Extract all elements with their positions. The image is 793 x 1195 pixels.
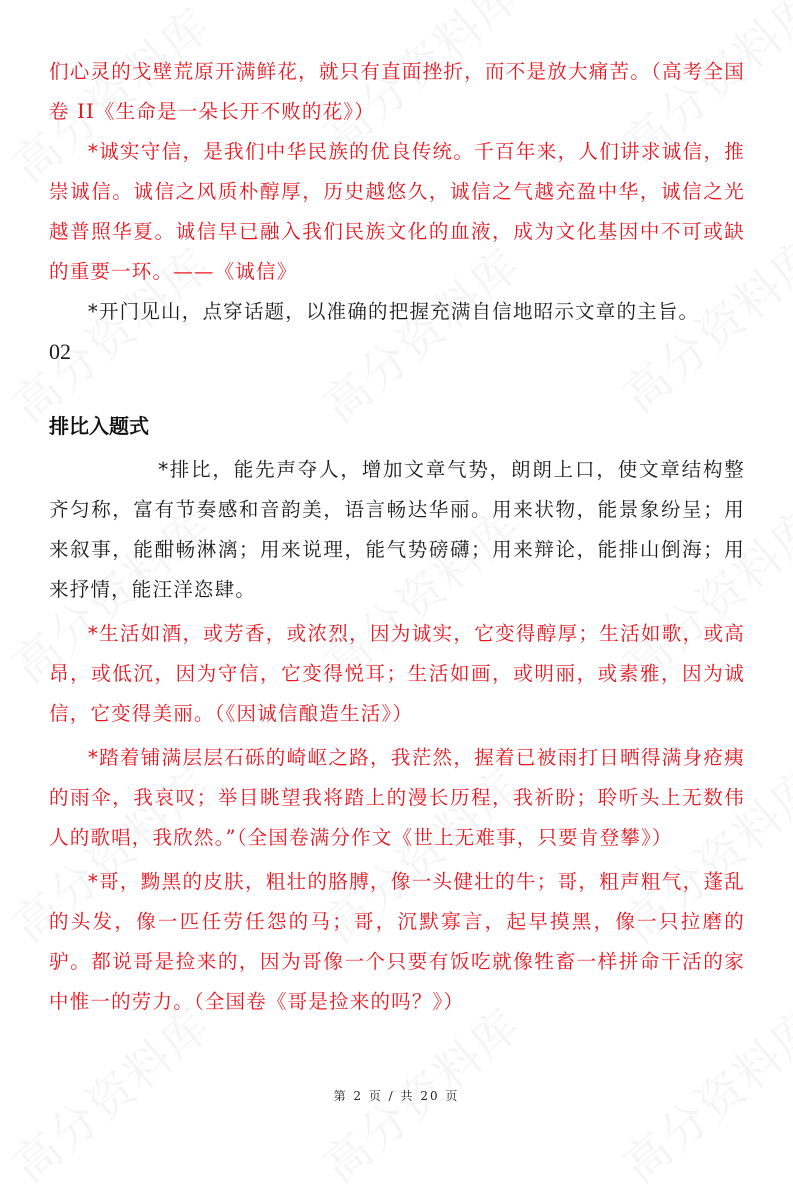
section-number: 02 <box>49 339 71 364</box>
section-body <box>49 450 745 1022</box>
tip-paragraph-direct-opening: *开门见山，点穿话题，以准确的把握充满自信地昭示文章的主旨。 <box>88 300 700 323</box>
quote-paragraph-life-flower: 们心灵的戈壁荒原开满鲜花，就只有直面挫折，而不是放大痛苦。（高考全国卷 II《生命是一朵长开不败的花》） <box>49 60 745 123</box>
tip-paragraph-parallelism: *排比，能先声夺人，增加文章气势，朗朗上口，使文章结构整齐匀称，富有节奏感和音韵美，语言畅达华丽。用来状物，能景象纷呈；用来叙事，能酣畅淋漓；用来说理，能气势磅礴；用来辩论，能排山倒海；用来抒情，能汪洋恣肆。 <box>49 458 745 601</box>
example-paragraph-brother: *哥，黝黑的皮肤，粗壮的胳膊，像一头健壮的牛；哥，粗声粗气，蓬乱的头发，像一匹任劳任怨的马；哥，沉默寡言，起早摸黑，像一只拉磨的驴。都说哥是捡来的，因为哥像一个只要有饭吃就像牲畜一样拼命干活的家中惟一的劳力。（全国卷《哥是捡来的吗？》） <box>49 870 745 1013</box>
quote-paragraph-integrity: *诚实守信，是我们中华民族的优良传统。千百年来，人们讲求诚信，推崇诚信。诚信之风质朴醇厚，历史越悠久，诚信之气越充盈中华，诚信之光越普照华夏。诚信早已融入我们民族文化的血液，成为文化基因中不可或缺的重要一环。——《诚信》 <box>49 140 745 283</box>
document-page <box>49 52 745 1013</box>
page-footer: 第 2 页 / 共 20 页 <box>333 1089 460 1103</box>
example-paragraph-rugged-road: *踏着铺满层层石砾的崎岖之路，我茫然，握着已被雨打日晒得满身疮痍的雨伞，我哀叹；举目眺望我将踏上的漫长历程，我祈盼；聆听头上无数伟人的歌唱，我欣然。”（全国卷满分作文《世上无难事，只要肯登攀》） <box>49 746 745 849</box>
example-paragraph-life-wine: *生活如酒，或芳香，或浓烈，因为诚实，它变得醇厚；生活如歌，或高昂，或低沉，因为守信，它变得悦耳；生活如画，或明丽，或素雅，因为诚信，它变得美丽。（《因诚信酿造生活》） <box>49 622 745 725</box>
section-title: 排比入题式 <box>49 414 149 438</box>
